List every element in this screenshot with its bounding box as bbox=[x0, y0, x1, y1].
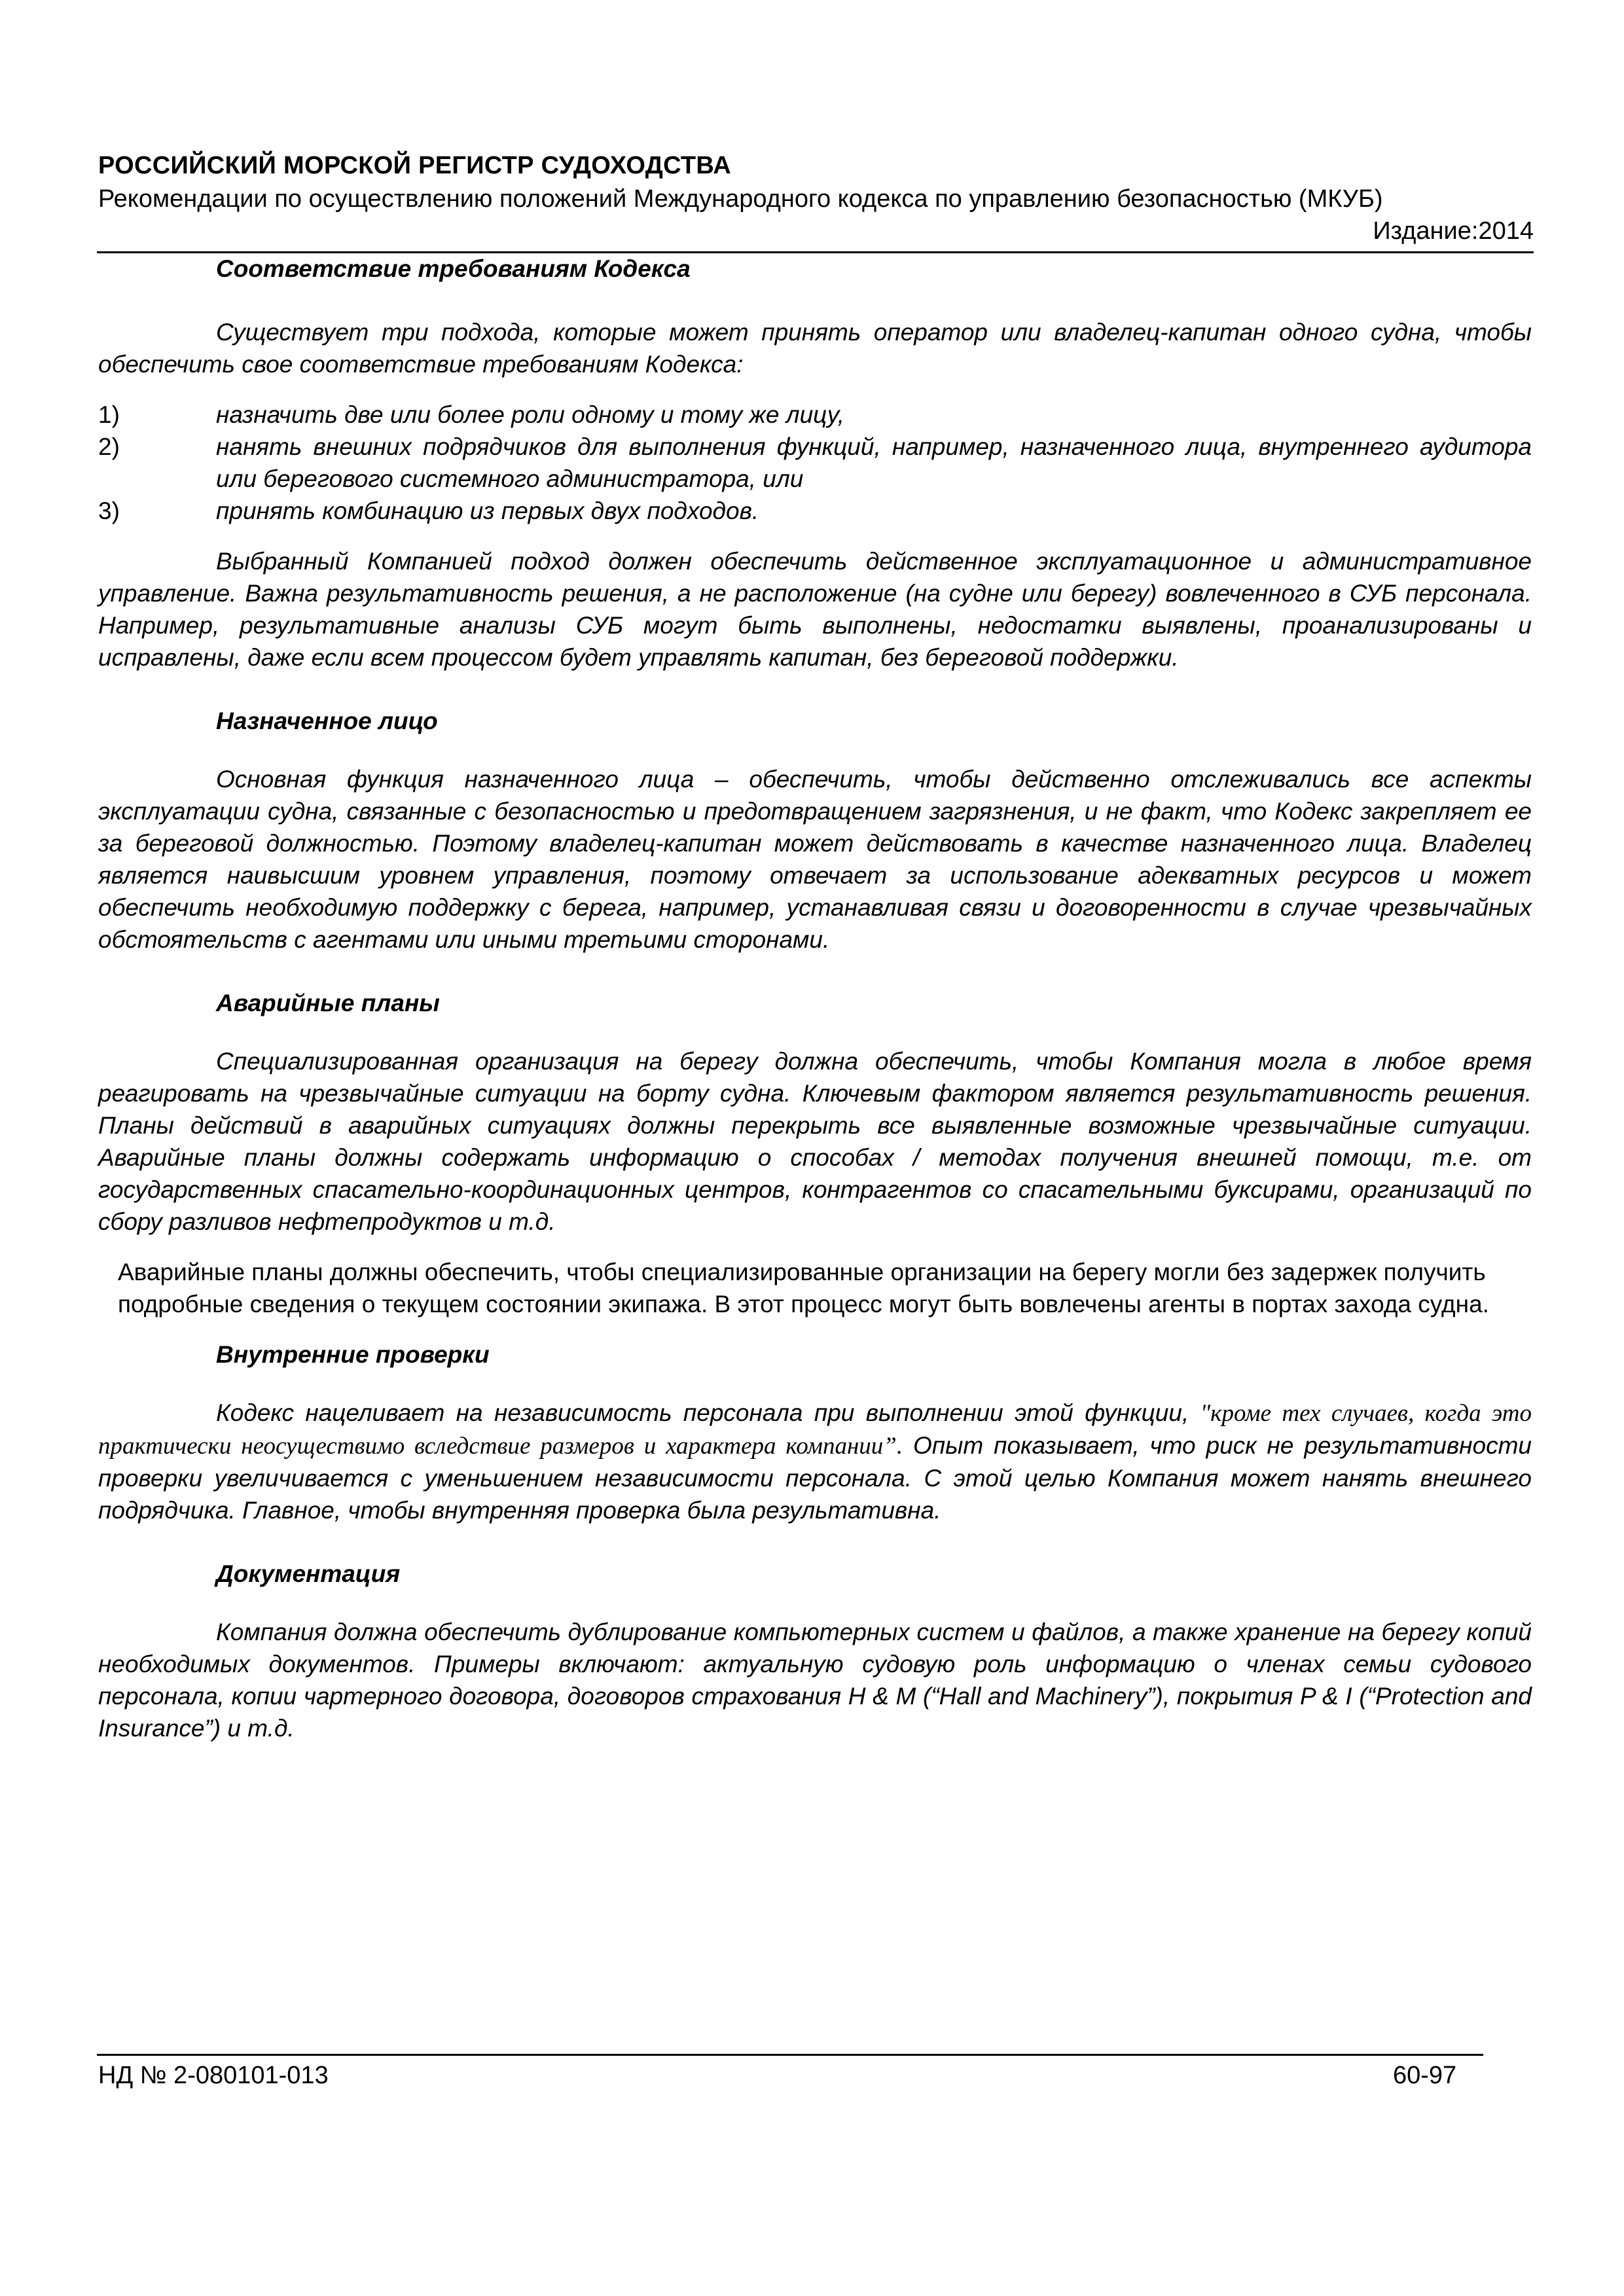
section-heading-documentation: Документация bbox=[216, 1560, 401, 1587]
list-item-text: нанять внешних подрядчиков для выполнения функций, например, назначенного лица, внутреннего аудитора или берегового системного администратора, или bbox=[216, 433, 1532, 492]
list-item-number: 2) bbox=[98, 433, 120, 460]
list-item-number: 3) bbox=[98, 497, 120, 524]
list-item bbox=[98, 495, 1532, 527]
list-item-text: принять комбинацию из первых двух подходов. bbox=[216, 497, 759, 524]
document-number: НД № 2-080101-013 bbox=[98, 2062, 329, 2089]
list-item-text: назначить две или более роли одному и тому же лицу, bbox=[216, 401, 845, 428]
document-body bbox=[98, 253, 1532, 1744]
emergency-plans-paragraph: Специализированная организация на берегу должна обеспечить, чтобы Компания могла в любое время реагировать на чрезвычайные ситуации на борту судна. Ключевым фактором является результативность решения. Планы действий в аварийных ситуациях должны перекрыть все выявленные возможные чрезвычайные ситуации. Аварийные планы должны содержать информацию о способах / методах получения внешней помощи, т.е. от государственных спасательно-координационных центров, контрагентов со спасательными буксирами, организаций по сбору разливов нефтепродуктов и т.д. bbox=[98, 1048, 1532, 1235]
compliance-approach-paragraph: Выбранный Компанией подход должен обеспечить действенное эксплуатационное и административное управление. Важна результативность решения, а не расположение (на судне или берегу) вовлеченного в СУБ персонала. Например, результативные анализы СУБ могут быть выполнены, недостатки выявлены, проанализированы и исправлены, даже если всем процессом будет управлять капитан, без береговой поддержки. bbox=[98, 548, 1532, 671]
code-quote: "кроме тех случаев, когда это практически неосуществимо вследствие размеров и характера компании”. bbox=[98, 1400, 1532, 1460]
list-item bbox=[98, 431, 1532, 495]
section-heading-designated-person: Назначенное лицо bbox=[216, 708, 438, 734]
footer-divider bbox=[97, 2054, 1483, 2056]
designated-person-paragraph: Основная функция назначенного лица – обеспечить, чтобы действенно отслеживались все аспекты эксплуатации судна, связанные с безопасностью и предотвращением загрязнения, и не факт, что Кодекс закрепляет ее за береговой должностью. Поэтому владелец-капитан может действовать в качестве назначенного лица. Владелец является наивысшим уровнем управления, поэтому отвечает за использование адекватных ресурсов и может обеспечить необходимую поддержку с берега, например, устанавливая связи и договоренности в случае чрезвычайных обстоятельств с агентами или иными третьими сторонами. bbox=[98, 766, 1532, 953]
documentation-paragraph: Компания должна обеспечить дублирование компьютерных систем и файлов, а также хранение на берегу копий необходимых документов. Примеры включают: актуальную судовую роль информацию о членах семьи судового персонала, копии чартерного договора, договоров страхования H & M (“Hall and Machinery”), покрытия P & I (“Protection and Insurance”) и т.д. bbox=[98, 1619, 1532, 1742]
list-item-number: 1) bbox=[98, 401, 120, 428]
section-heading-emergency-plans: Аварийные планы bbox=[216, 990, 440, 1016]
emergency-plans-note: Аварийные планы должны обеспечить, чтобы специализированные организации на берегу могли без задержек получить подробные сведения о текущем состоянии экипажа. В этот процесс могут быть вовлечены агенты в портах захода судна. bbox=[118, 1259, 1489, 1318]
approaches-list bbox=[98, 399, 1532, 527]
edition-label: Издание:2014 bbox=[1373, 217, 1534, 245]
section-heading-compliance: Соответствие требованиям Кодекса bbox=[216, 255, 691, 282]
list-item bbox=[98, 399, 1532, 431]
organization-title: РОССИЙСКИЙ МОРСКОЙ РЕГИСТР СУДОХОДСТВА bbox=[98, 152, 731, 179]
internal-audits-paragraph bbox=[98, 1397, 1532, 1526]
document-subtitle: Рекомендации по осуществлению положений Международного кодекса по управлению безопасностью (МКУБ) bbox=[98, 185, 1383, 213]
compliance-intro-paragraph: Существует три подхода, которые может принять оператор или владелец-капитан одного судна, чтобы обеспечить свое соответствие требованиям Кодекса: bbox=[98, 319, 1532, 378]
section-heading-internal-audits: Внутренние проверки bbox=[216, 1341, 490, 1368]
internal-audits-text-end: Опыт показывает, что риск не результативности проверки увеличивается с уменьшением независимости персонала. С этой целью Компания может нанять внешнего подрядчика. Главное, чтобы внутренняя проверка была результативна. bbox=[98, 1432, 1532, 1524]
page-number: 60-97 bbox=[1393, 2062, 1457, 2089]
internal-audits-text-start: Кодекс нацеливает на независимость персонала при выполнении этой функции, bbox=[216, 1399, 1200, 1426]
